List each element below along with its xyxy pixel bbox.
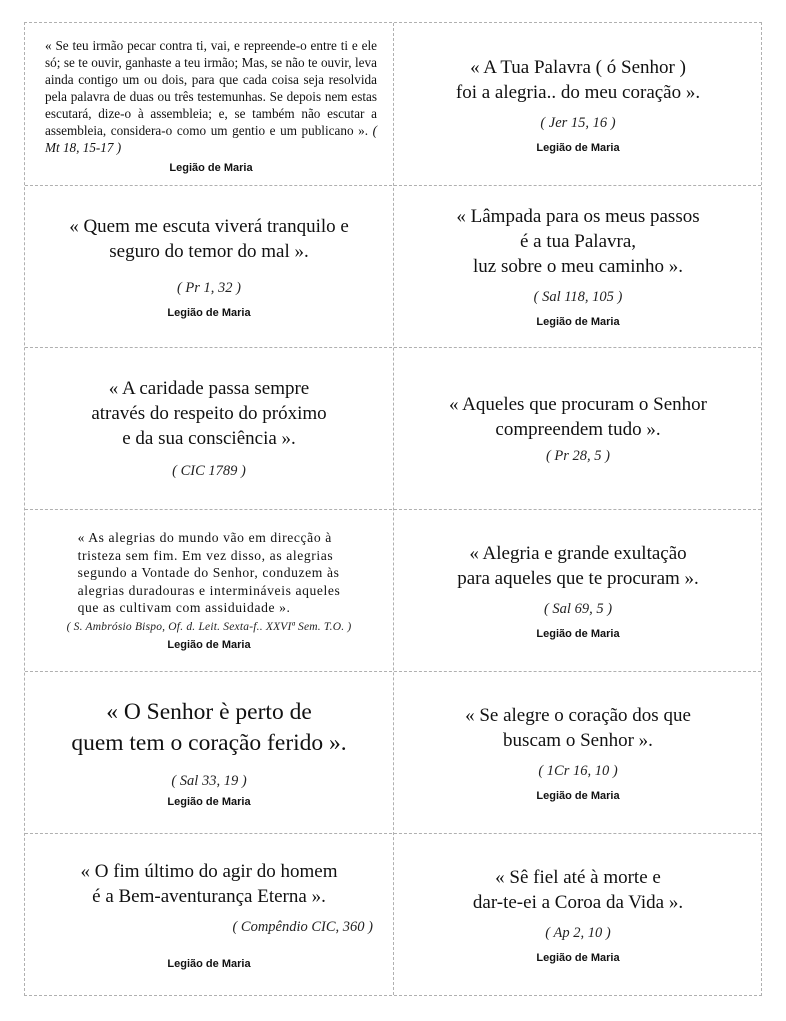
signature: Legião de Maria: [536, 627, 620, 640]
quote-card: [393, 671, 763, 833]
quote-card: [25, 833, 393, 995]
quote-text: « Quem me escuta viverá tranquilo e seguro do temor do mal ».: [69, 215, 349, 262]
quote-text: « O Senhor è perto de quem tem o coração ferido ».: [71, 698, 347, 756]
quote-card: [393, 23, 763, 185]
quote-text: « Lâmpada para os meus passos é a tua Palavra, luz sobre o meu caminho ».: [456, 206, 700, 277]
quote-text: « Aqueles que procuram o Senhor compreendem tudo ».: [448, 393, 708, 440]
quote-text: « Se alegre o coração dos que buscam o Senhor ».: [465, 704, 691, 751]
quote-reference: ( Pr 1, 32 ): [176, 279, 242, 296]
quote-reference: ( Sal 118, 105 ): [533, 289, 623, 305]
quote-text: « O fim último do agir do homem é a Bem-aventurança Eterna ».: [80, 860, 338, 907]
quote-reference: ( Ap 2, 10 ): [545, 924, 611, 941]
signature: Legião de Maria: [536, 789, 620, 802]
card-sheet: [24, 22, 762, 996]
quote-reference: ( Sal 33, 19 ): [171, 772, 247, 789]
signature: Legião de Maria: [536, 951, 620, 964]
signature: Legião de Maria: [167, 638, 251, 651]
quote-reference: ( Mt 18, 15-17 ): [45, 123, 377, 155]
signature: Legião de Maria: [536, 316, 620, 328]
quote-card: [393, 347, 763, 509]
signature: Legião de Maria: [167, 306, 251, 319]
quote-text: « As alegrias do mundo vão em direcção à tristeza sem fim. Em vez disso, as alegrias segundo a Vontade do Senhor, conduzem às alegrias duradouras e intermináveis aqueles que as cultivam com assiduidade ».: [77, 530, 341, 616]
quote-reference: ( Sal 69, 5 ): [543, 600, 613, 617]
quote-reference: ( Jer 15, 16 ): [540, 114, 616, 131]
quote-reference: ( S. Ambrósio Bispo, Of. d. Leit. Sexta-f.. XXVIª Sem. T.O. ): [66, 620, 352, 633]
quote-text: « A Tua Palavra ( ó Senhor ) foi a alegria.. do meu coração ».: [455, 56, 701, 103]
quote-reference: ( CIC 1789 ): [172, 463, 246, 479]
quote-reference: ( 1Cr 16, 10 ): [538, 762, 618, 779]
signature: Legião de Maria: [536, 141, 620, 154]
quote-card: [25, 671, 393, 833]
signature: Legião de Maria: [167, 957, 251, 970]
quote-card: [25, 23, 393, 185]
quote-card: [393, 833, 763, 995]
quote-card: [25, 347, 393, 509]
quote-card: [25, 185, 393, 347]
quote-text: « Se teu irmão pecar contra ti, vai, e repreende-o entre ti e ele só; se te ouvir, ganhaste a teu irmão; Mas, se não te ouvir, leva ainda contigo um ou dois, para que cada coisa seja resolvida pela palavra de duas ou três testemunhas. Se depois nem estas escutará, dize-o à assembleia; e, se também não escutar a assembleia, considera-o como um gentio e um publicano ». ( Mt 18, 15-17 ): [45, 38, 377, 155]
quote-reference: ( Compêndio CIC, 360 ): [232, 918, 373, 935]
quote-card: [25, 509, 393, 671]
signature: Legião de Maria: [169, 162, 253, 174]
quote-card: [393, 185, 763, 347]
quote-text: « Sê fiel até à morte e dar-te-ei a Coroa da Vida ».: [472, 866, 684, 913]
quote-card: [393, 509, 763, 671]
signature: Legião de Maria: [167, 795, 251, 808]
quote-reference: ( Pr 28, 5 ): [545, 447, 611, 464]
quote-text: « A caridade passa sempre através do respeito do próximo e da sua consciência ».: [91, 378, 327, 449]
quote-text: « Alegria e grande exultação para aqueles que te procuram ».: [457, 542, 699, 589]
